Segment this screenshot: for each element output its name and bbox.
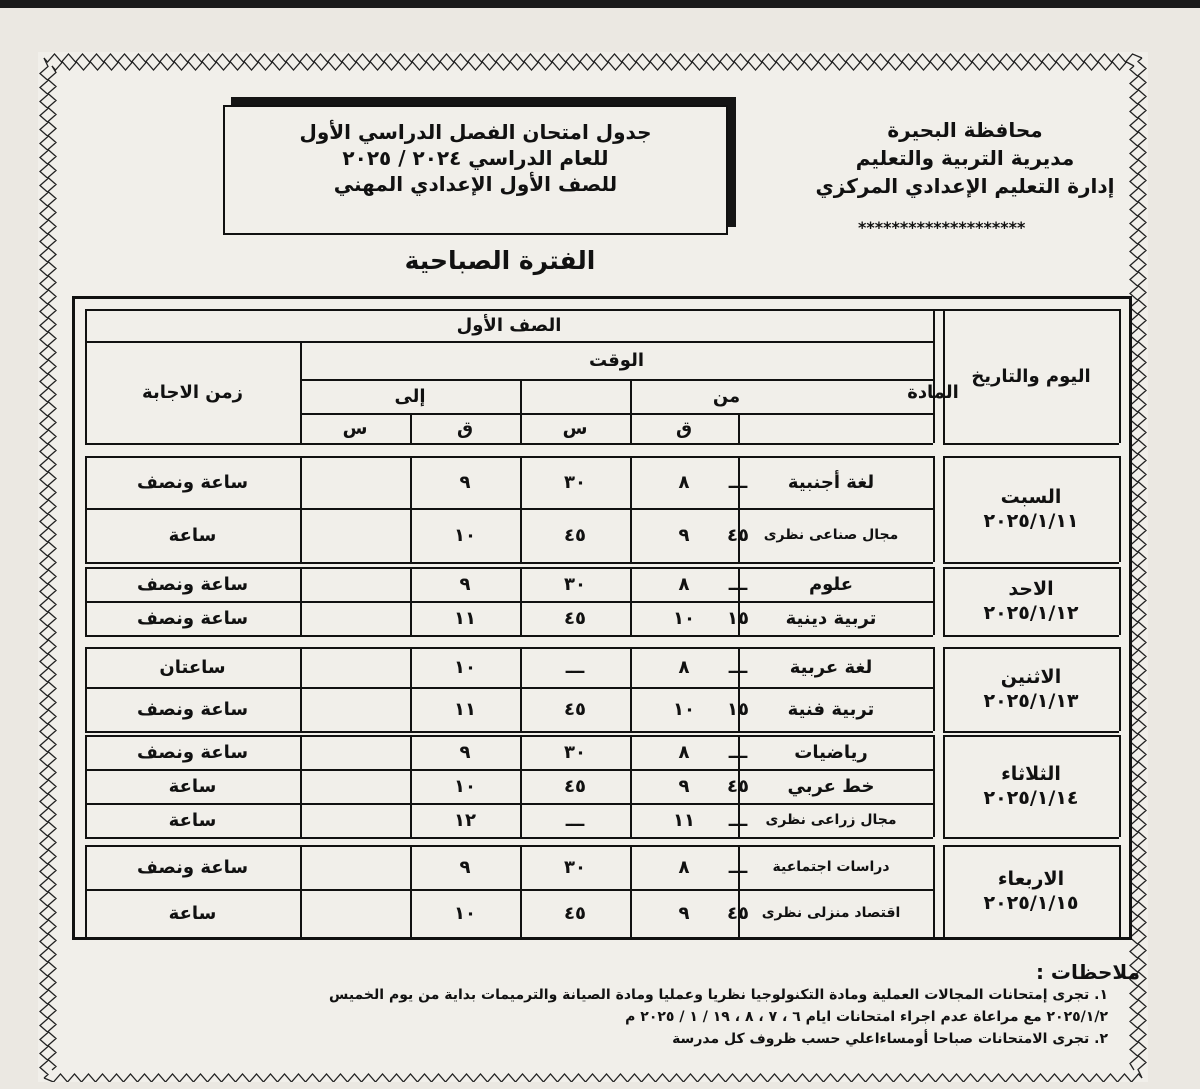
header-unit-3	[630, 413, 738, 443]
header-unit-0-text: س	[342, 417, 368, 439]
v-rule	[300, 735, 302, 837]
notes-title: ملاحظات :	[1035, 960, 1140, 984]
v-rule	[300, 647, 302, 731]
to-min-cell	[520, 508, 630, 562]
from-hour-cell	[630, 647, 738, 687]
duration-cell-text: ساعة	[168, 775, 217, 797]
exam-date: ٢٠٢٥/١/١١	[983, 510, 1079, 532]
from-hour-cell	[630, 803, 738, 837]
to-min-cell	[520, 769, 630, 803]
from-hour-cell	[630, 735, 738, 769]
from-hour-cell	[630, 456, 738, 508]
group-bottom-rule	[85, 937, 933, 939]
to-min-cell-text: ٤٥	[564, 698, 586, 720]
subject-cell-text: اقتصاد منزلى نظرى	[761, 905, 901, 921]
v-rule	[738, 413, 740, 443]
from-hour-cell	[630, 845, 738, 889]
from-hour-cell	[630, 889, 738, 937]
duration-cell-text: ساعة ونصف	[136, 856, 249, 878]
duration-cell-text: ساعة ونصف	[136, 607, 249, 629]
subject-cell-text: علوم	[808, 573, 854, 595]
header-unit-3-text: ق	[675, 417, 693, 439]
v-rule	[1119, 309, 1121, 443]
to-min-cell-text: ٣٠	[564, 471, 586, 493]
header-time	[300, 341, 933, 379]
border-edge-0	[44, 54, 1142, 62]
from-hour-cell-text: ١٠	[673, 698, 695, 720]
duration-cell	[85, 769, 300, 803]
subject-cell-text: مجال صناعى نظرى	[763, 527, 899, 543]
day-bottom-rule	[943, 635, 1119, 637]
to-hour-cell-text: ١١	[454, 607, 476, 629]
duration-cell-text: ساعة ونصف	[136, 698, 249, 720]
to-hour-cell	[410, 687, 520, 731]
header-unit-2-text: س	[562, 417, 588, 439]
subject-cell	[736, 601, 926, 635]
subject-cell	[736, 769, 926, 803]
to-min-cell	[520, 803, 630, 837]
separator	[933, 845, 935, 937]
day-name: الاثنين	[1000, 666, 1062, 688]
to-hour-cell-text: ٩	[459, 741, 471, 763]
header-day-date	[943, 309, 1119, 443]
day-bottom-rule	[943, 731, 1119, 733]
from-hour-cell-text: ٩	[678, 775, 690, 797]
to-hour-cell	[410, 889, 520, 937]
header-unit-1	[410, 413, 520, 443]
to-hour-cell-text: ١٢	[454, 809, 476, 831]
from-min-cell-text: ـــ	[728, 573, 748, 595]
to-min-cell	[520, 601, 630, 635]
header-from	[520, 379, 933, 413]
header-grade-text: الصف الأول	[456, 314, 562, 336]
day-bottom-rule	[943, 937, 1119, 939]
separator	[933, 647, 935, 731]
duration-cell	[85, 845, 300, 889]
to-hour-cell-text: ٩	[459, 573, 471, 595]
subject-cell	[736, 567, 926, 601]
from-hour-cell	[630, 508, 738, 562]
to-min-cell	[520, 567, 630, 601]
from-hour-cell	[630, 769, 738, 803]
subject-cell-text: دراسات اجتماعية	[772, 859, 890, 875]
day-name: الثلاثاء	[1001, 763, 1061, 785]
subject-cell-text: لغة أجنبية	[787, 471, 875, 493]
group-bottom-rule	[85, 731, 933, 733]
group-bottom-rule	[85, 562, 933, 564]
duration-cell-text: ساعة	[168, 524, 217, 546]
header-unit-2	[520, 413, 630, 443]
from-hour-cell-text: ٨	[678, 741, 690, 763]
h-rule	[85, 443, 933, 445]
to-min-cell	[520, 889, 630, 937]
duration-cell	[85, 647, 300, 687]
v-rule	[1119, 456, 1121, 562]
subject-cell-text: تربية دينية	[785, 607, 877, 629]
duration-cell-text: ساعة	[168, 809, 217, 831]
note-line-1: ١. تجرى إمتحانات المجالات العملية ومادة التكنولوجيا نظريا وعمليا ومادة الصيانة والترميمات بداية من يوم الخميس	[329, 987, 1108, 1003]
exam-date: ٢٠٢٥/١/١٣	[983, 690, 1079, 712]
header-to	[300, 379, 520, 413]
to-hour-cell	[410, 601, 520, 635]
border-edge-2	[44, 1074, 1142, 1082]
to-min-cell-text: ٤٥	[564, 775, 586, 797]
duration-cell	[85, 803, 300, 837]
stars-divider: ********************	[858, 218, 1026, 237]
border-edge-1	[1138, 58, 1146, 1078]
from-hour-cell-text: ٩	[678, 524, 690, 546]
header-grade	[85, 309, 933, 341]
note-line-3: ٢. تجرى الامتحانات صباحا أومساءاعلي حسب ظروف كل مدرسة	[672, 1031, 1108, 1047]
to-min-cell-text: ٣٠	[564, 856, 586, 878]
directorate-name: مديرية التربية والتعليم	[855, 146, 1075, 170]
to-hour-cell-text: ٩	[459, 856, 471, 878]
to-min-cell-text: ٤٥	[564, 524, 586, 546]
to-min-cell	[520, 687, 630, 731]
header-to-text: إلى	[394, 385, 426, 407]
subject-cell	[736, 687, 926, 731]
day-bottom-rule	[943, 837, 1119, 839]
from-hour-cell-text: ٨	[678, 471, 690, 493]
subject-cell	[736, 647, 926, 687]
subject-cell-text: خط عربي	[787, 775, 875, 797]
to-min-cell-text: ٤٥	[564, 902, 586, 924]
day-cell-2	[943, 647, 1119, 731]
from-hour-cell-text: ٨	[678, 573, 690, 595]
header-unit-1-text: ق	[456, 417, 474, 439]
day-cell-4	[943, 845, 1119, 937]
exam-title-line: جدول امتحان الفصل الدراسي الأول	[299, 120, 652, 144]
subject-cell	[736, 845, 926, 889]
duration-cell-text: ساعة ونصف	[136, 573, 249, 595]
duration-cell	[85, 508, 300, 562]
day-name: السبت	[1000, 486, 1062, 508]
to-min-cell	[520, 647, 630, 687]
group-bottom-rule	[85, 635, 933, 637]
duration-cell-text: ساعة	[168, 902, 217, 924]
from-min-cell-text: ـــ	[728, 809, 748, 831]
to-min-cell-text: ٣٠	[564, 573, 586, 595]
from-min-cell-text: ـــ	[728, 656, 748, 678]
to-hour-cell	[410, 735, 520, 769]
to-hour-cell	[410, 803, 520, 837]
to-min-cell-text: ـــ	[565, 809, 585, 831]
separator	[933, 456, 935, 562]
authority-header	[815, 116, 1115, 200]
separator	[933, 735, 935, 837]
subject-cell-text: مجال زراعى نظرى	[765, 812, 897, 828]
to-min-cell	[520, 845, 630, 889]
administration-name: إدارة التعليم الإعدادي المركزي	[815, 174, 1115, 198]
separator	[933, 567, 935, 635]
from-hour-cell-text: ١٠	[673, 607, 695, 629]
from-hour-cell	[630, 601, 738, 635]
header-time-text: الوقت	[588, 349, 645, 371]
from-hour-cell	[630, 687, 738, 731]
to-hour-cell-text: ١٠	[454, 524, 476, 546]
to-min-cell-text: ـــ	[565, 656, 585, 678]
from-hour-cell-text: ٩	[678, 902, 690, 924]
subject-cell-text: رياضيات	[794, 741, 868, 763]
from-min-cell-text: ٤٥	[727, 775, 749, 797]
from-min-cell-text: ٤٥	[727, 524, 749, 546]
duration-cell	[85, 456, 300, 508]
from-min-cell-text: ١٥	[727, 698, 749, 720]
note-line-2: ٢٠٢٥/١/٢ مع مراعاة عدم اجراء امتحانات ايام ٦ ، ٧ ، ٨ ، ١٩ / ١ / ٢٠٢٥ م	[625, 1009, 1108, 1025]
subject-cell	[736, 456, 926, 508]
subject-cell-text: تربية فنية	[787, 698, 875, 720]
duration-cell	[85, 687, 300, 731]
to-hour-cell-text: ١١	[454, 698, 476, 720]
to-min-cell	[520, 735, 630, 769]
header-unit-0	[300, 413, 410, 443]
exam-date: ٢٠٢٥/١/١٥	[983, 892, 1079, 914]
from-hour-cell-text: ٨	[678, 856, 690, 878]
to-hour-cell	[410, 567, 520, 601]
subject-cell	[736, 508, 926, 562]
h-rule	[943, 443, 1119, 445]
to-hour-cell	[410, 647, 520, 687]
duration-cell-text: ساعة ونصف	[136, 741, 249, 763]
header-day-date-text: اليوم والتاريخ	[971, 365, 1091, 387]
exam-grade-line: للصف الأول الإعدادي المهني	[333, 172, 618, 196]
border-edge-3	[40, 58, 48, 1078]
group-bottom-rule	[85, 837, 933, 839]
to-hour-cell	[410, 508, 520, 562]
to-hour-cell-text: ١٠	[454, 902, 476, 924]
header-subject-text: المادة	[907, 381, 959, 403]
border-edge-4	[52, 62, 1134, 70]
to-hour-cell-text: ١٠	[454, 656, 476, 678]
day-cell-1	[943, 567, 1119, 635]
period-title: الفترة الصباحية	[404, 246, 596, 275]
from-hour-cell-text: ٨	[678, 656, 690, 678]
to-min-cell-text: ٣٠	[564, 741, 586, 763]
to-min-cell	[520, 456, 630, 508]
day-name: الاربعاء	[997, 868, 1065, 890]
subject-cell	[736, 889, 926, 937]
exam-year-line: للعام الدراسي ٢٠٢٤ / ٢٠٢٥	[342, 146, 609, 170]
from-min-cell-text: ـــ	[728, 471, 748, 493]
day-cell-3	[943, 735, 1119, 837]
border-edge-6	[48, 66, 56, 1070]
v-rule	[300, 845, 302, 937]
governorate-name: محافظة البحيرة	[887, 118, 1043, 142]
v-rule	[1119, 845, 1121, 937]
day-cell-0	[943, 456, 1119, 562]
from-hour-cell-text: ١١	[673, 809, 695, 831]
from-min-cell-text: ١٥	[727, 607, 749, 629]
from-hour-cell	[630, 567, 738, 601]
header-duration	[85, 341, 300, 443]
duration-cell	[85, 567, 300, 601]
notes-section	[60, 960, 1140, 1050]
duration-cell-text: ساعة ونصف	[136, 471, 249, 493]
subject-cell	[736, 735, 926, 769]
duration-cell-text: ساعتان	[159, 656, 226, 678]
exam-date: ٢٠٢٥/١/١٤	[983, 787, 1079, 809]
subject-cell	[736, 803, 926, 837]
from-min-cell-text: ـــ	[728, 741, 748, 763]
exam-title-box	[223, 105, 728, 235]
exam-schedule-table	[72, 296, 1132, 940]
duration-cell	[85, 601, 300, 635]
exam-date: ٢٠٢٥/١/١٢	[983, 602, 1079, 624]
to-hour-cell	[410, 456, 520, 508]
to-hour-cell-text: ٩	[459, 471, 471, 493]
day-name: الاحد	[1008, 578, 1054, 600]
header-duration-text: زمن الاجابة	[142, 381, 243, 403]
day-bottom-rule	[943, 562, 1119, 564]
duration-cell	[85, 735, 300, 769]
to-hour-cell	[410, 845, 520, 889]
top-edge-bar	[0, 0, 1200, 8]
to-hour-cell-text: ١٠	[454, 775, 476, 797]
v-rule	[1119, 647, 1121, 731]
to-min-cell-text: ٤٥	[564, 607, 586, 629]
from-min-cell-text: ـــ	[728, 856, 748, 878]
v-rule	[1119, 735, 1121, 837]
from-min-cell-text: ٤٥	[727, 902, 749, 924]
subject-cell-text: لغة عربية	[789, 656, 873, 678]
duration-cell	[85, 889, 300, 937]
header-from-text: من	[712, 385, 741, 407]
v-rule	[1119, 567, 1121, 635]
to-hour-cell	[410, 769, 520, 803]
